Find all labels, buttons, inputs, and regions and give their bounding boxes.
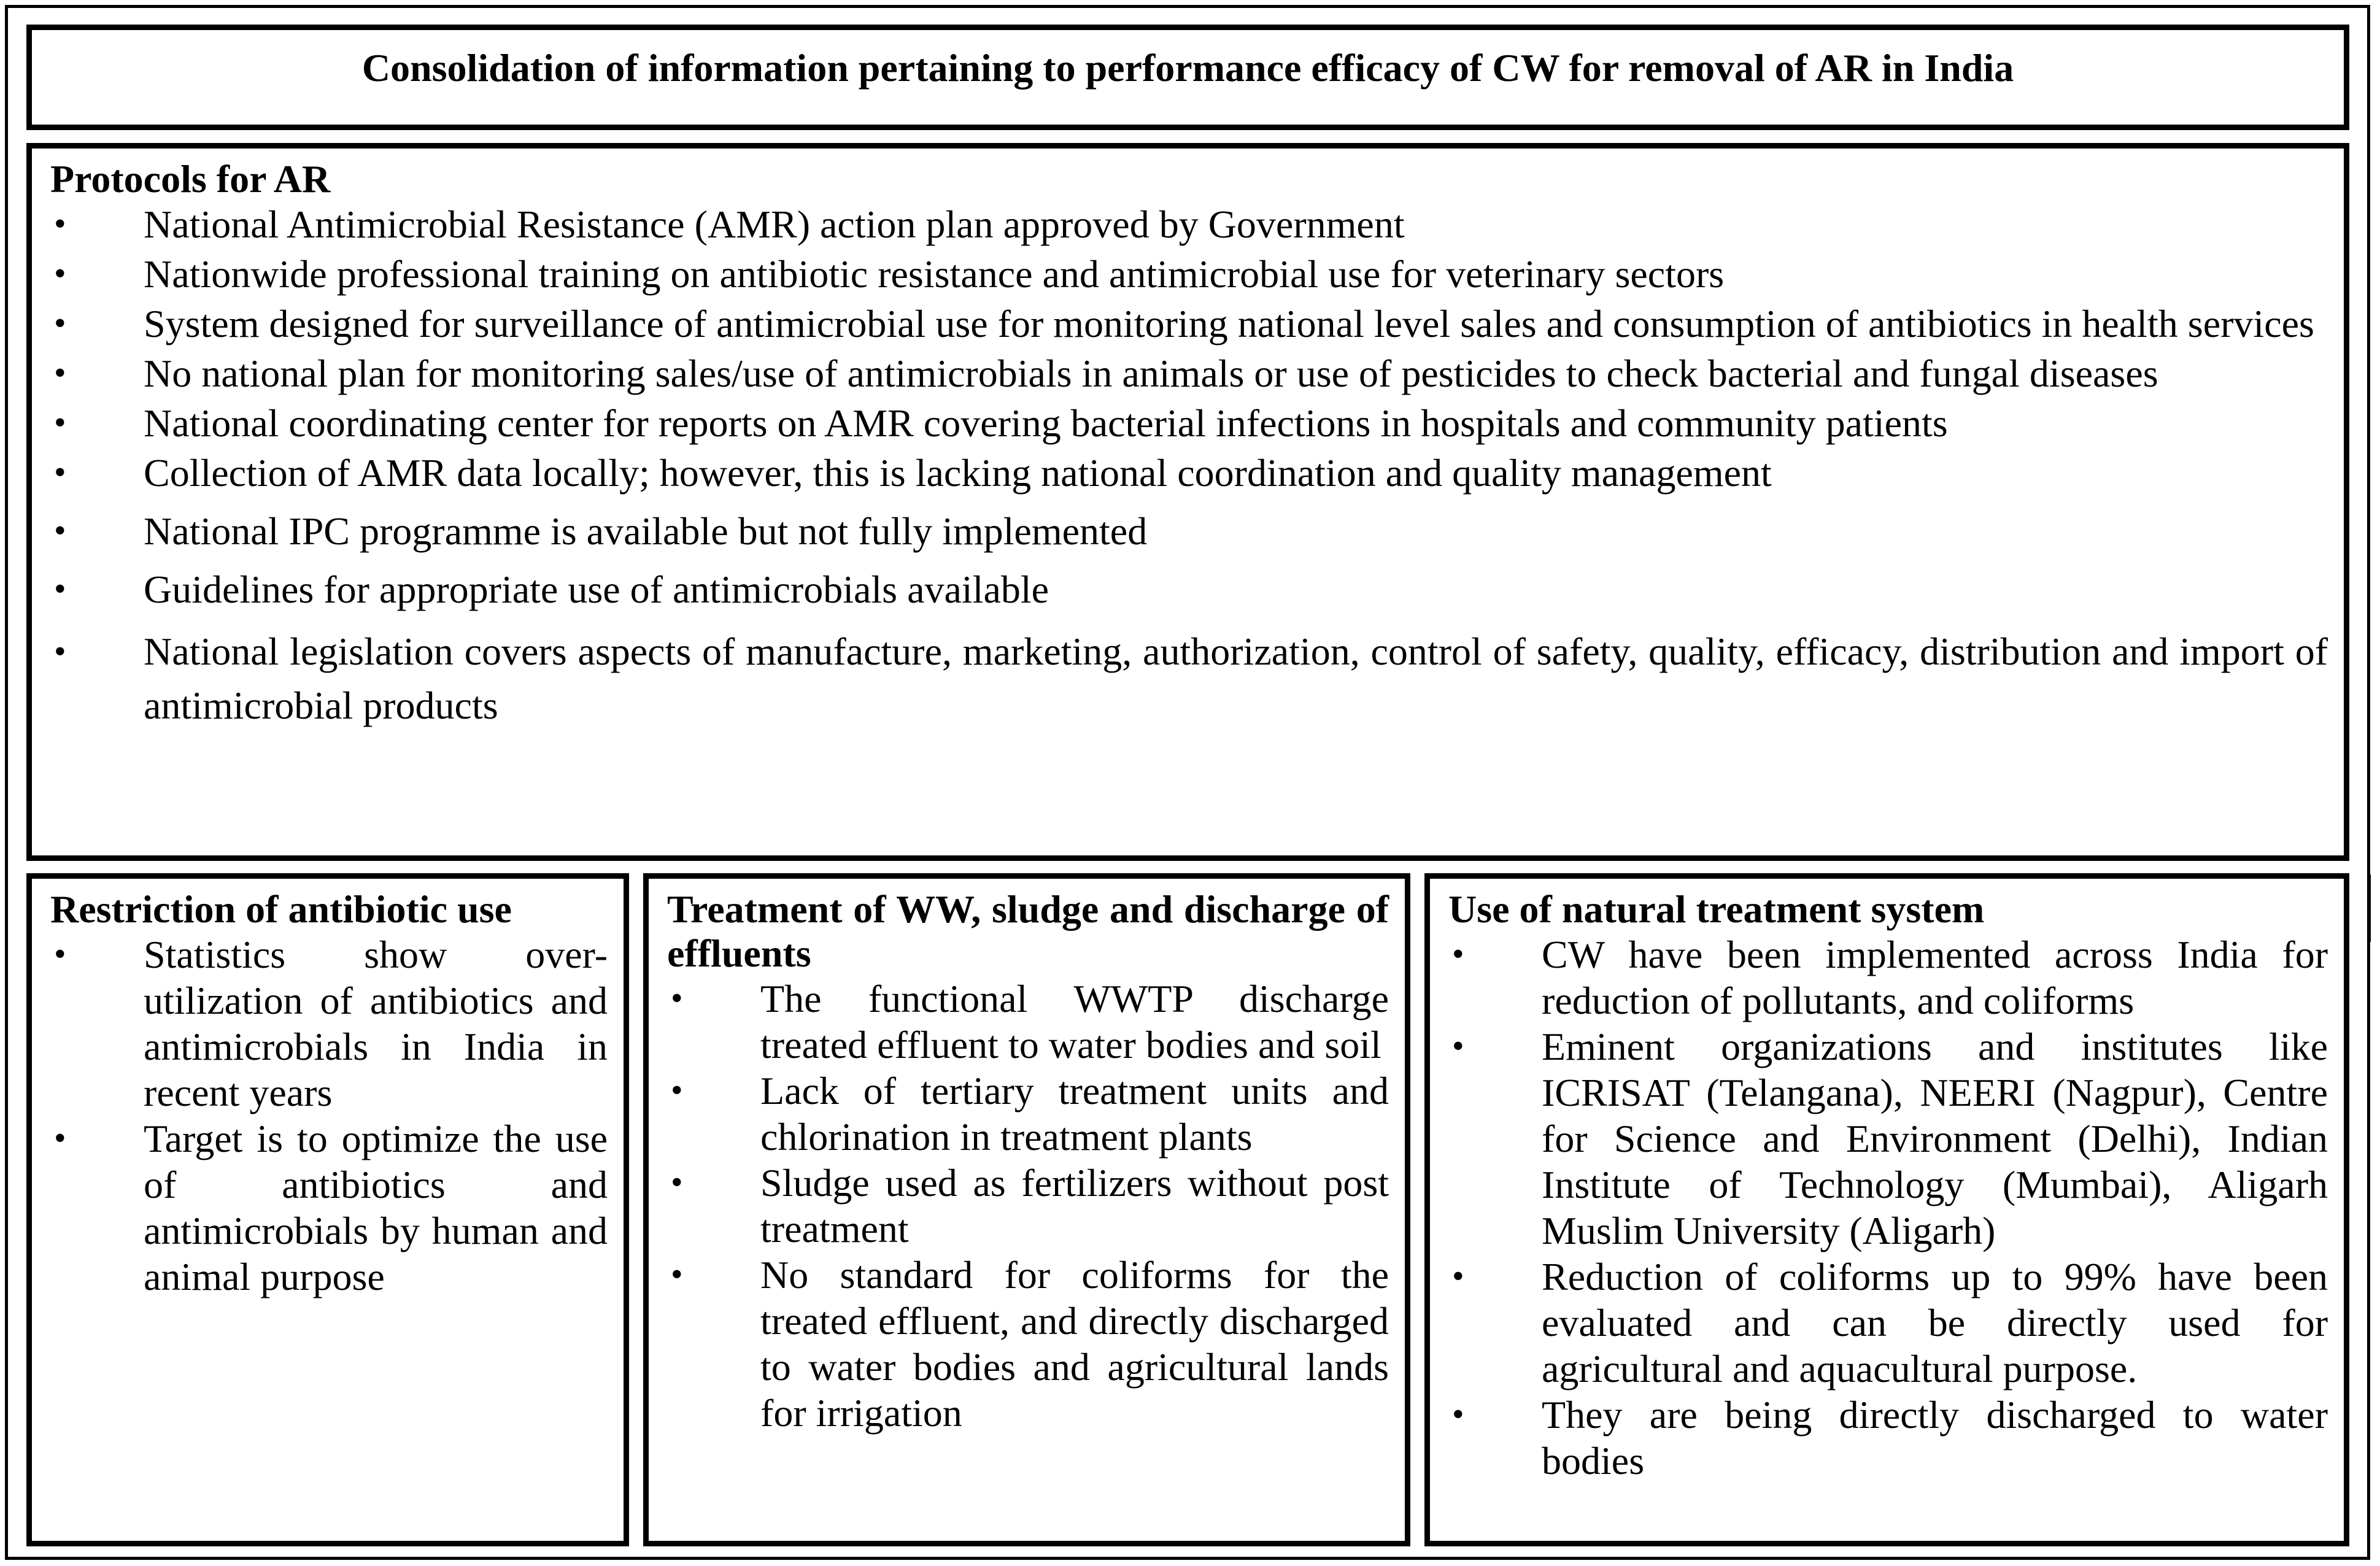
list-item bbox=[667, 1252, 1389, 1436]
bullet-icon: • bbox=[54, 354, 66, 392]
bullet-icon: • bbox=[54, 304, 66, 342]
natural-content bbox=[1448, 887, 2328, 1484]
list-item-text: No standard for coliforms for the treated effluent, and directly discharged to water bodies and agricultural lands for irrigation bbox=[760, 1253, 1389, 1435]
diagram-title: Consolidation of information pertaining to performance efficacy of CW for removal of AR in India bbox=[361, 46, 2014, 90]
title-box bbox=[26, 25, 2349, 130]
restriction-content bbox=[50, 887, 608, 1300]
list-item-text: System designed for surveillance of antimicrobial use for monitoring national level sales and consumption of antibiotics in health services bbox=[144, 302, 2314, 345]
bullet-icon: • bbox=[671, 1163, 683, 1202]
list-item bbox=[50, 201, 2328, 247]
list-item-text: Lack of tertiary treatment units and chlorination in treatment plants bbox=[760, 1069, 1389, 1159]
list-item bbox=[50, 932, 608, 1116]
list-item bbox=[50, 450, 2328, 496]
restriction-list bbox=[50, 932, 608, 1300]
list-item bbox=[50, 508, 2328, 554]
list-item bbox=[50, 251, 2328, 297]
bullet-icon: • bbox=[54, 255, 66, 293]
list-item-text: Target is to optimize the use of antibiotics and antimicrobials by human and animal purpose bbox=[144, 1117, 608, 1298]
edge-bar bbox=[2368, 874, 2371, 942]
restriction-heading: Restriction of antibiotic use bbox=[50, 887, 512, 931]
bullet-icon: • bbox=[1452, 1395, 1464, 1433]
bullet-icon: • bbox=[54, 570, 66, 608]
list-item bbox=[50, 625, 2328, 733]
list-item-text: No national plan for monitoring sales/use of antimicrobials in animals or use of pesticides to check bacterial and fungal diseases bbox=[144, 352, 2158, 395]
protocols-heading: Protocols for AR bbox=[50, 157, 331, 201]
bullet-icon: • bbox=[1452, 935, 1464, 973]
list-item bbox=[1448, 1392, 2328, 1484]
bullet-icon: • bbox=[671, 1071, 683, 1109]
bullet-icon: • bbox=[671, 979, 683, 1017]
list-item bbox=[667, 1160, 1389, 1252]
list-item-text: Collection of AMR data locally; however, this is lacking national coordination and quality management bbox=[144, 451, 1772, 495]
bullet-icon: • bbox=[671, 1256, 683, 1294]
list-item bbox=[1448, 1254, 2328, 1392]
treatment-list bbox=[667, 976, 1389, 1436]
bullet-icon: • bbox=[54, 935, 66, 973]
restriction-box bbox=[26, 873, 629, 1546]
list-item bbox=[1448, 932, 2328, 1024]
list-item bbox=[667, 1068, 1389, 1160]
list-item-text: They are being directly discharged to water bodies bbox=[1542, 1393, 2328, 1483]
list-item-text: National legislation covers aspects of manufacture, marketing, authorization, control of safety, quality, efficacy, distribution and import of antimicrobial products bbox=[144, 630, 2328, 727]
list-item-text: CW have been implemented across India for reduction of pollutants, and coliforms bbox=[1542, 933, 2328, 1022]
list-item bbox=[50, 566, 2328, 612]
bullet-icon: • bbox=[54, 512, 66, 550]
treatment-heading: Treatment of WW, sludge and discharge of effluents bbox=[667, 887, 1389, 975]
protocols-content bbox=[50, 157, 2328, 736]
protocols-box bbox=[26, 143, 2349, 861]
list-item-text: The functional WWTP discharge treated effluent to water bodies and soil bbox=[760, 977, 1389, 1066]
bullet-icon: • bbox=[1452, 1257, 1464, 1295]
list-item-text: Guidelines for appropriate use of antimicrobials available bbox=[144, 568, 1049, 611]
natural-list bbox=[1448, 932, 2328, 1484]
list-item-text: Nationwide professional training on antibiotic resistance and antimicrobial use for veterinary sectors bbox=[144, 252, 1725, 296]
protocols-list bbox=[50, 201, 2328, 733]
list-item bbox=[667, 976, 1389, 1068]
natural-box bbox=[1424, 873, 2349, 1546]
bullet-icon: • bbox=[54, 404, 66, 442]
natural-heading: Use of natural treatment system bbox=[1448, 887, 1985, 931]
list-item-text: Reduction of coliforms up to 99% have been evaluated and can be directly used for agricultural and aquacultural purpose. bbox=[1542, 1255, 2328, 1390]
bullet-icon: • bbox=[1452, 1027, 1464, 1065]
list-item-text: Eminent organizations and institutes like ICRISAT (Telangana), NEERI (Nagpur), Centre for Science and Environment (Delhi), Indian Institute of Technology (Mumbai), Aligarh Muslim University (Aligarh) bbox=[1542, 1025, 2328, 1252]
list-item-text: National coordinating center for reports on AMR covering bacterial infections in hospitals and community patients bbox=[144, 401, 1948, 445]
list-item-text: Sludge used as fertilizers without post treatment bbox=[760, 1161, 1389, 1251]
list-item-text: Statistics show over-utilization of antibiotics and antimicrobials in India in recent years bbox=[144, 933, 608, 1114]
treatment-box bbox=[643, 873, 1410, 1546]
treatment-content bbox=[667, 887, 1389, 1436]
bullet-icon: • bbox=[54, 453, 66, 492]
bullet-icon: • bbox=[54, 1119, 66, 1157]
list-item bbox=[50, 1116, 608, 1300]
list-item bbox=[50, 350, 2328, 396]
list-item bbox=[1448, 1024, 2328, 1254]
bullet-icon: • bbox=[54, 205, 66, 243]
list-item-text: National Antimicrobial Resistance (AMR) action plan approved by Government bbox=[144, 202, 1405, 246]
list-item bbox=[50, 400, 2328, 446]
list-item bbox=[50, 301, 2328, 347]
bullet-icon: • bbox=[54, 633, 66, 671]
list-item-text: National IPC programme is available but not fully implemented bbox=[144, 509, 1148, 553]
